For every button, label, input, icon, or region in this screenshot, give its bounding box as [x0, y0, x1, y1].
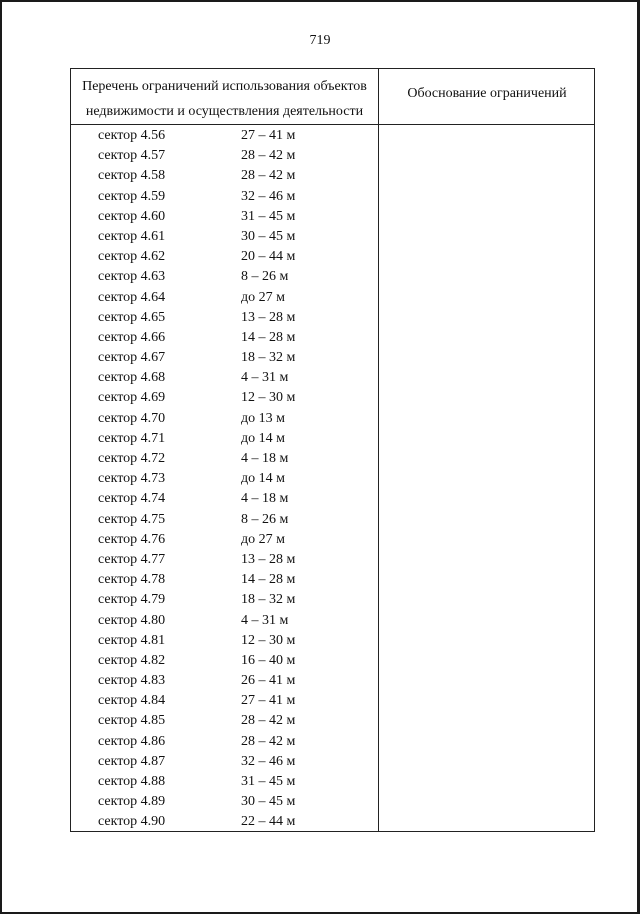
sector-label: сектор 4.85 — [98, 713, 166, 729]
sector-label: сектор 4.75 — [98, 511, 166, 527]
distance-range: 28 – 42 м — [241, 168, 296, 184]
table-row — [71, 146, 378, 166]
table-row — [71, 752, 378, 772]
table-row — [71, 328, 378, 348]
sector-label: сектор 4.77 — [98, 551, 166, 567]
table-row — [71, 792, 378, 812]
sector-label: сектор 4.73 — [98, 471, 166, 487]
table-row — [71, 429, 378, 449]
distance-range: 8 – 26 м — [241, 269, 289, 285]
distance-range: 4 – 31 м — [241, 612, 289, 628]
table-row — [71, 489, 378, 509]
sector-label: сектор 4.63 — [98, 269, 166, 285]
sector-label: сектор 4.78 — [98, 572, 166, 588]
table-row — [71, 550, 378, 570]
distance-range: 12 – 30 м — [241, 632, 296, 648]
table-row — [71, 409, 378, 429]
sector-label: сектор 4.57 — [98, 148, 166, 164]
distance-range: 20 – 44 м — [241, 249, 296, 265]
distance-range: 14 – 28 м — [241, 572, 296, 588]
table-row — [71, 187, 378, 207]
distance-range: 12 – 30 м — [241, 390, 296, 406]
distance-range: 18 – 32 м — [241, 592, 296, 608]
page-number: 719 — [309, 33, 331, 48]
distance-range: 27 – 41 м — [241, 128, 296, 143]
table-body — [71, 126, 378, 833]
table-row — [71, 772, 378, 792]
sector-label: сектор 4.68 — [98, 370, 166, 386]
distance-range: 4 – 18 м — [241, 491, 289, 507]
table-row — [71, 308, 378, 328]
distance-range: 31 – 45 м — [241, 208, 296, 224]
restrictions-table — [70, 68, 595, 832]
table-row — [71, 449, 378, 469]
sector-label: сектор 4.86 — [98, 733, 166, 749]
distance-range: 32 – 46 м — [241, 753, 296, 769]
distance-range: 22 – 44 м — [241, 814, 296, 830]
table-row — [71, 348, 378, 368]
table-row — [71, 732, 378, 752]
column-divider — [378, 69, 379, 831]
header-justification: Обоснование ограничений — [407, 86, 567, 101]
sector-label: сектор 4.56 — [98, 128, 166, 143]
table-row — [71, 126, 378, 146]
sector-label: сектор 4.66 — [98, 329, 166, 345]
distance-range: 28 – 42 м — [241, 713, 296, 729]
sector-label: сектор 4.81 — [98, 632, 166, 648]
distance-range: 16 – 40 м — [241, 652, 296, 668]
sector-label: сектор 4.65 — [98, 309, 166, 325]
distance-range: 8 – 26 м — [241, 511, 289, 527]
table-row — [71, 510, 378, 530]
sector-label: сектор 4.87 — [98, 753, 166, 769]
sector-label: сектор 4.60 — [98, 208, 166, 224]
sector-label: сектор 4.62 — [98, 249, 166, 265]
table-row — [71, 288, 378, 308]
table-row — [71, 812, 378, 832]
sector-label: сектор 4.76 — [98, 531, 166, 547]
sector-label: сектор 4.59 — [98, 188, 166, 204]
table-row — [71, 590, 378, 610]
sector-label: сектор 4.61 — [98, 228, 166, 244]
header-left-line2: недвижимости и осуществления деятельности — [85, 104, 364, 119]
distance-range: 13 – 28 м — [241, 551, 296, 567]
table-row — [71, 651, 378, 671]
table-row — [71, 469, 378, 489]
table-row — [71, 227, 378, 247]
distance-range: до 14 м — [241, 471, 285, 487]
distance-range: 4 – 18 м — [241, 451, 289, 466]
distance-range: до 14 м — [241, 430, 285, 446]
distance-range: до 13 м — [241, 410, 285, 426]
distance-range: 27 – 41 м — [241, 693, 296, 709]
sector-label: сектор 4.84 — [98, 693, 166, 709]
distance-range: 18 – 32 м — [241, 350, 296, 366]
distance-range: 30 – 45 м — [241, 228, 296, 244]
distance-range: 13 – 28 м — [241, 309, 296, 325]
distance-range: 28 – 42 м — [241, 733, 296, 749]
table-row — [71, 671, 378, 691]
sector-label: сектор 4.67 — [98, 350, 166, 366]
header-left-line1: Перечень ограничений использования объектов — [82, 79, 367, 94]
distance-range: 32 – 46 м — [241, 188, 296, 204]
sector-label: сектор 4.90 — [98, 814, 166, 830]
sector-label: сектор 4.71 — [98, 430, 166, 446]
table-row — [71, 368, 378, 388]
table-row — [71, 530, 378, 550]
sector-label: сектор 4.74 — [98, 491, 166, 507]
distance-range: 14 – 28 м — [241, 329, 296, 345]
table-row — [71, 166, 378, 186]
sector-label: сектор 4.89 — [98, 794, 166, 810]
table-row — [71, 267, 378, 287]
distance-range: 4 – 31 м — [241, 370, 289, 386]
table-row — [71, 691, 378, 711]
distance-range: до 27 м — [241, 289, 285, 305]
sector-label: сектор 4.70 — [98, 410, 166, 426]
sector-label: сектор 4.83 — [98, 673, 166, 689]
header-restrictions-list — [71, 74, 378, 124]
sector-label: сектор 4.69 — [98, 390, 166, 406]
table-row — [71, 247, 378, 267]
sector-label: сектор 4.88 — [98, 774, 166, 789]
table-row — [71, 570, 378, 590]
sector-label: сектор 4.58 — [98, 168, 166, 184]
distance-range: до 27 м — [241, 531, 285, 547]
sector-label: сектор 4.79 — [98, 592, 166, 608]
sector-label: сектор 4.72 — [98, 451, 166, 466]
table-row — [71, 611, 378, 631]
table-row — [71, 207, 378, 227]
sector-label: сектор 4.82 — [98, 652, 166, 668]
table-header — [71, 69, 594, 125]
sector-label: сектор 4.80 — [98, 612, 166, 628]
table-row — [71, 631, 378, 651]
distance-range: 26 – 41 м — [241, 673, 296, 689]
distance-range: 28 – 42 м — [241, 148, 296, 164]
table-row — [71, 711, 378, 731]
distance-range: 30 – 45 м — [241, 794, 296, 810]
table-row — [71, 388, 378, 408]
sector-label: сектор 4.64 — [98, 289, 166, 305]
distance-range: 31 – 45 м — [241, 774, 296, 789]
